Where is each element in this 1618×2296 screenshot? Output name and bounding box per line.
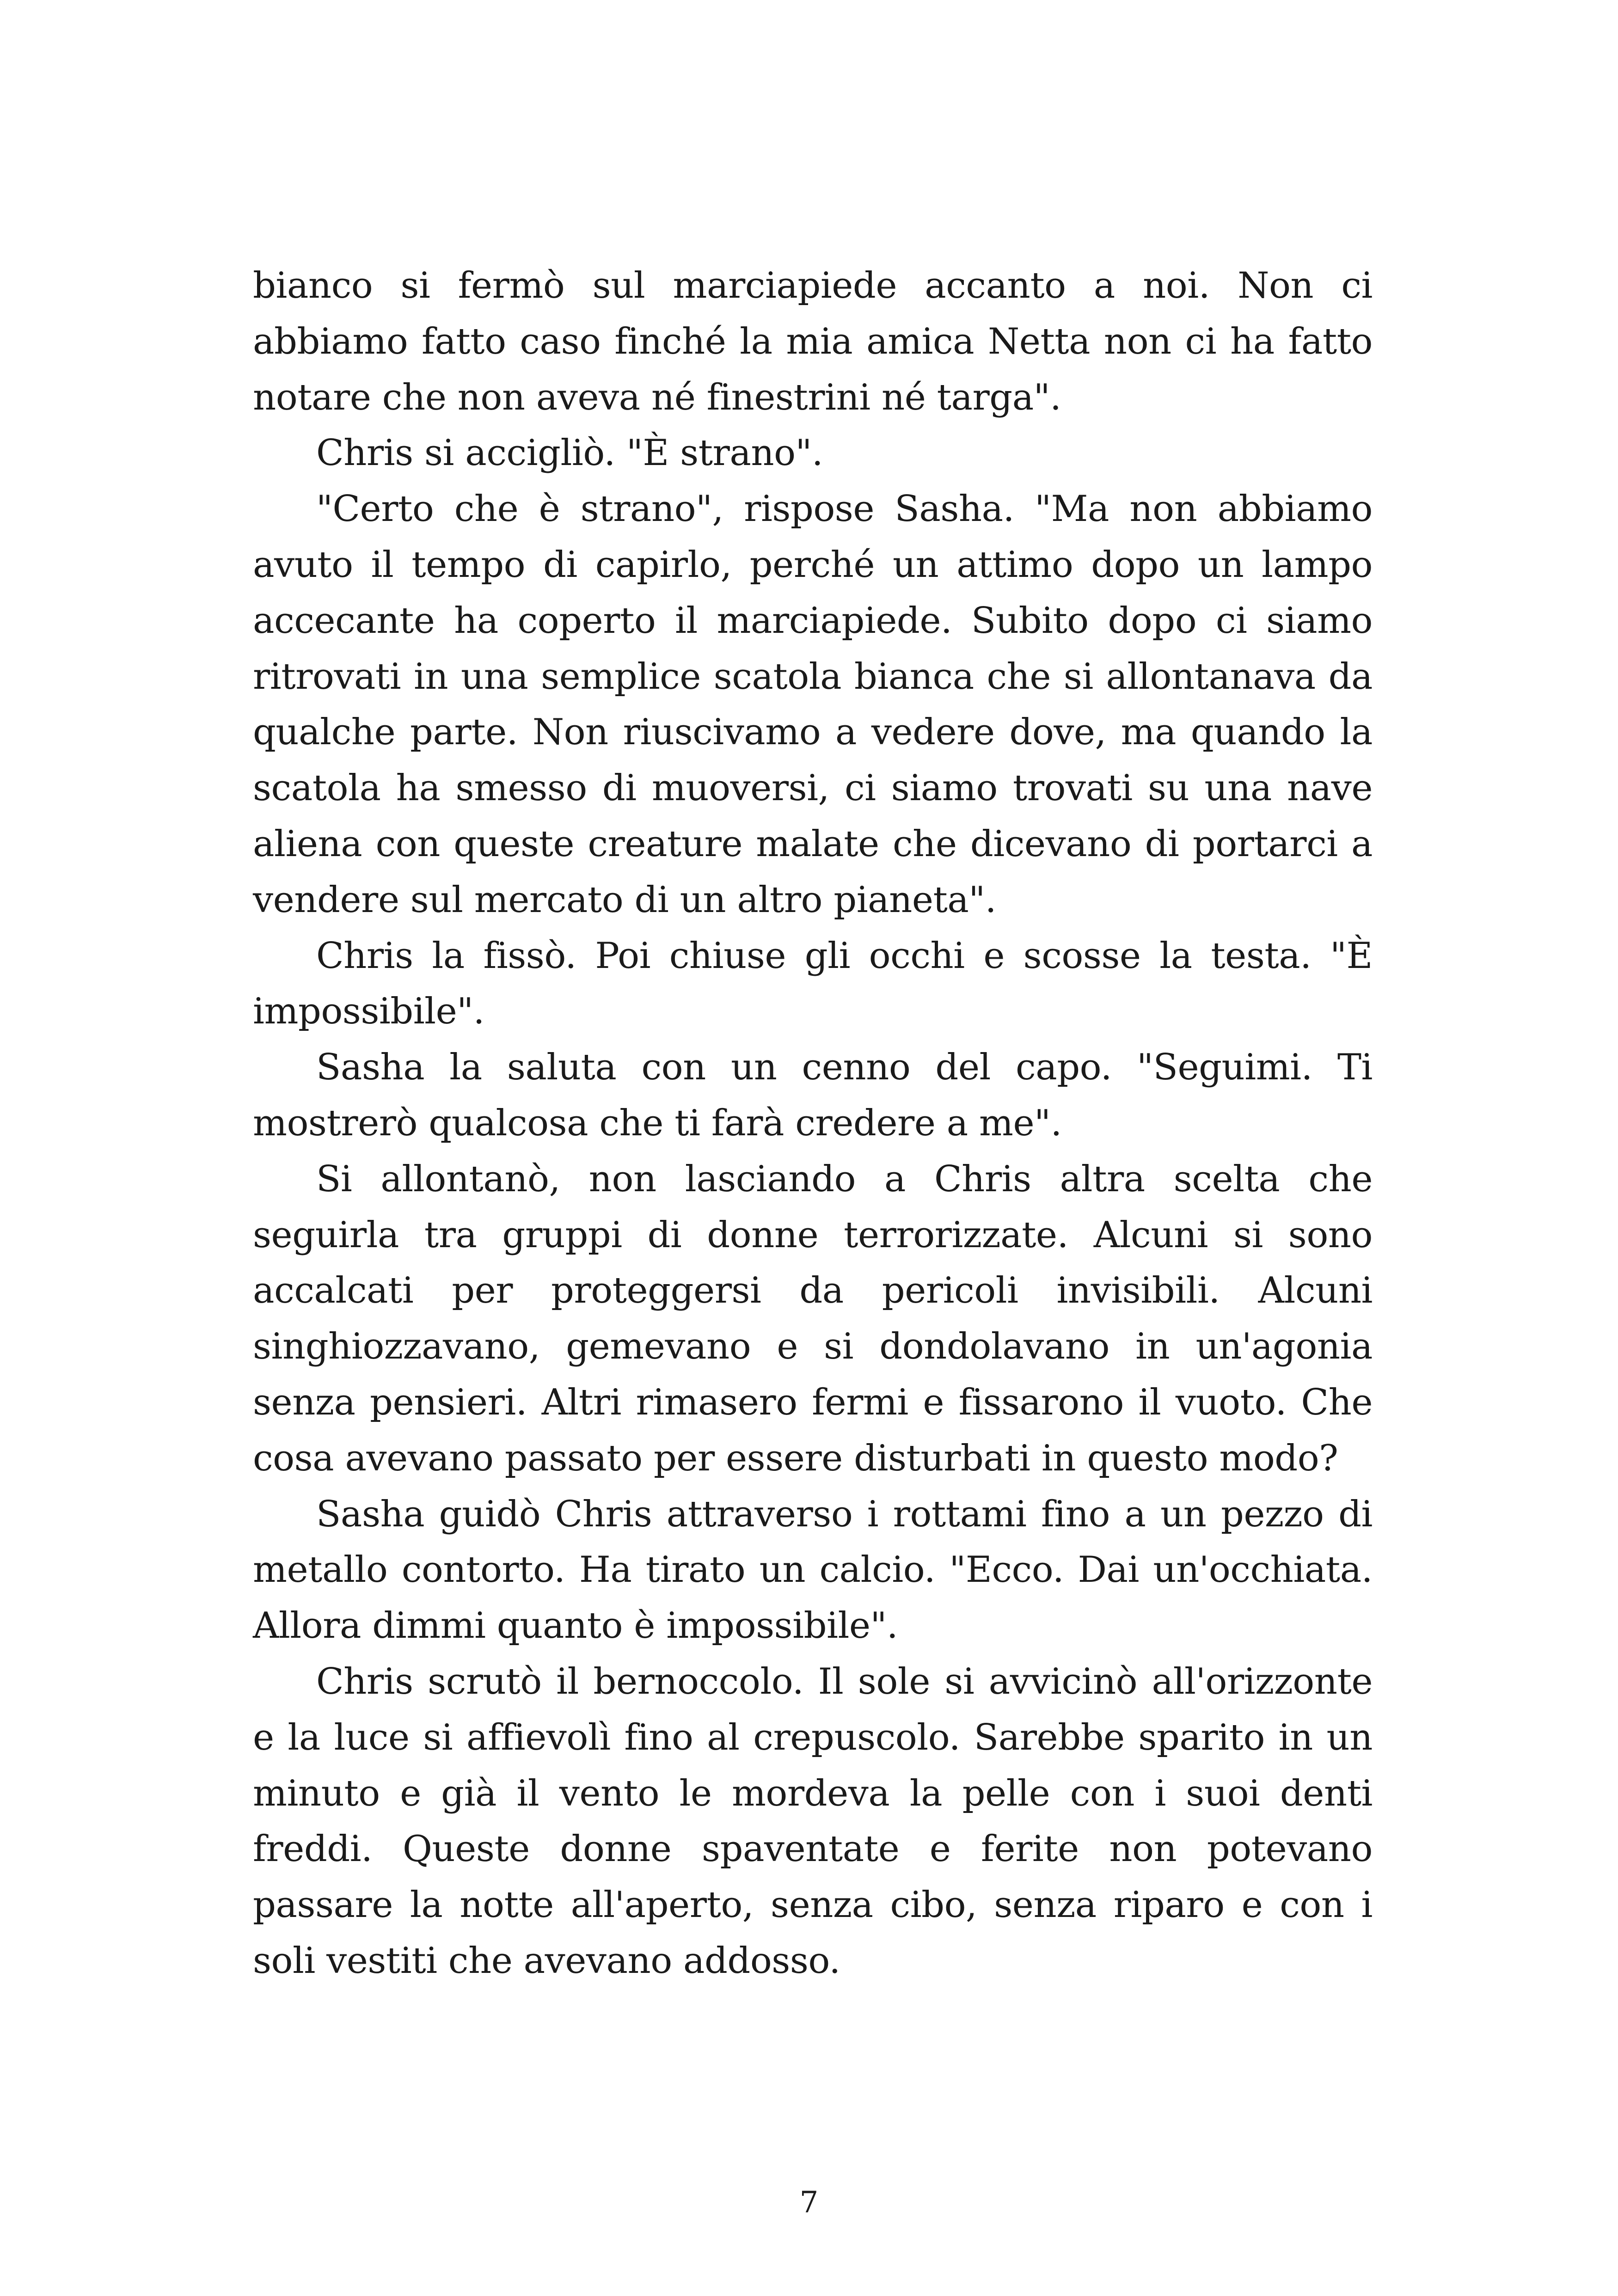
paragraph-4: Chris la fissò. Poi chiuse gli occhi e scosse la testa. "È impossibile". (253, 935, 1373, 1033)
paragraph-5: Sasha la saluta con un cenno del capo. "Seguimi. Ti mostrerò qualcosa che ti farà credere a me". (253, 1047, 1373, 1144)
paragraph-8: Chris scrutò il bernoccolo. Il sole si avvicinò all'orizzonte e la luce si affievolì fino al crepuscolo. Sarebbe sparito in un minuto e già il vento le mordeva la pelle con i suoi denti freddi. Queste donne spaventate e ferite non potevano passare la notte all'aperto, senza cibo, senza riparo e con i soli vestiti che avevano addosso. (253, 1660, 1373, 1982)
paragraph-3: "Certo che è strano", rispose Sasha. "Ma non abbiamo avuto il tempo di capirlo, perché un attimo dopo un lampo accecante ha coperto il marciapiede. Subito dopo ci siamo ritrovati in una semplice scatola bianca che si allontanava da qualche parte. Non riuscivamo a vedere dove, ma quando la scatola ha smesso di muoversi, ci siamo trovati su una nave aliena con queste creature malate che dicevano di portarci a vendere sul mercato di un altro pianeta". (253, 488, 1373, 921)
paragraph-2: Chris si accigliò. "È strano". (316, 432, 823, 474)
paragraph-1: bianco si fermò sul marciapiede accanto a noi. Non ci abbiamo fatto caso finché la mia amica Netta non ci ha fatto notare che non aveva né finestrini né targa". (253, 265, 1373, 418)
page-number: 7 (799, 2186, 819, 2220)
paragraph-7: Sasha guidò Chris attraverso i rottami fino a un pezzo di metallo contorto. Ha tirato un calcio. "Ecco. Dai un'occhiata. Allora dimmi quanto è impossibile". (253, 1493, 1373, 1647)
body-text (253, 258, 1373, 1989)
paragraph-6: Si allontanò, non lasciando a Chris altra scelta che seguirla tra gruppi di donne terrorizzate. Alcuni si sono accalcati per proteggersi da pericoli invisibili. Alcuni singhiozzavano, gemevano e si dondolavano in un'agonia senza pensieri. Altri rimasero fermi e fissarono il vuoto. Che cosa avevano passato per essere disturbati in questo modo? (253, 1158, 1373, 1479)
